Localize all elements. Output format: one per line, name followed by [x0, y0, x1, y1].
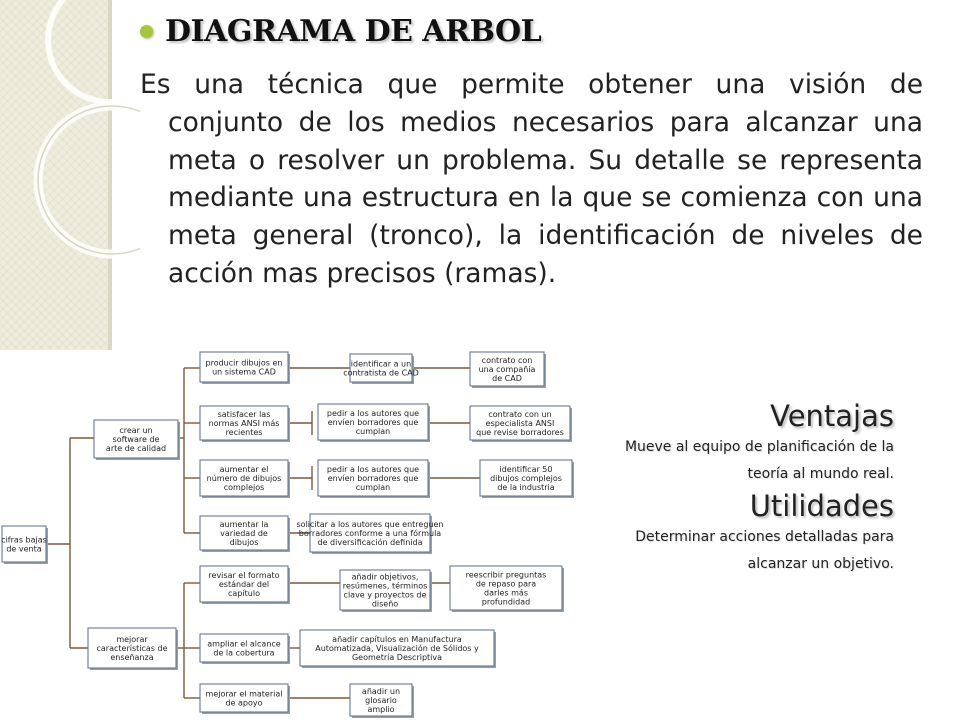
title-row [140, 14, 541, 49]
definition-paragraph: Es una técnica que permite obtener una visión de conjunto de los medios necesarios para alcanzar una meta o resolver un problema. Su detalle se representa mediante una estructura en la que se comienza con una meta general (tronco), la identificación de niveles de acción mas precisos (ramas). [140, 69, 923, 289]
level2-node-label: mejorar el material de apoyo [205, 689, 283, 708]
level2-node-label: aumentar la variedad de dibujos [219, 520, 269, 547]
ventajas-heading: Ventajas [770, 399, 894, 433]
tree-diagram [0, 348, 580, 720]
level2-node-label: revisar el formato estándar del capítulo [208, 571, 280, 598]
level4-node-label: identificar 50 dibujos complejos de la industria [490, 465, 562, 492]
branch-node-label: crear un software de arte de calidad [105, 426, 167, 453]
level3-node-label: añadir capítulos en Manufactura Automatizada, Visualización de Sólidos y Geometría Descriptiva [315, 635, 479, 662]
decorative-circles [0, 0, 140, 350]
level3-node-label: pedir a los autores que envíen borradores que cumplan [326, 465, 420, 492]
level3-node-label: identificar a un contratista de CAD [343, 359, 419, 378]
bullet-icon [140, 25, 153, 38]
level2-node-label: ampliar el alcance de la cobertura [207, 639, 281, 658]
level3-node-label: solicitar a los autores que entreguen borradores conforme a una fórmula de diversificación definida [296, 520, 444, 547]
branch-node-label: mejorar características de enseñanza [96, 635, 168, 662]
level3-node-label: pedir a los autores que envíen borradores que cumplan [326, 409, 420, 436]
level3-node-label: añadir objetivos, resúmenes, términos clave y proyectos de diseño [342, 572, 428, 609]
level2-node-label: producir dibujos en un sistema CAD [205, 358, 283, 377]
ventajas-line-2: teoría al mundo real. [747, 466, 894, 482]
level4-node-label: contrato con una compañía de CAD [478, 356, 536, 383]
level2-node-label: aumentar el número de dibujos complejos [206, 465, 282, 492]
level2-node-label: satisfacer las normas ANSI más recientes [208, 410, 280, 437]
root-node-label: cifras bajas de venta [1, 535, 47, 554]
utilidades-line-2: alcanzar un objetivo. [747, 556, 894, 572]
level4-node-label: contrato con un especialista ANSI que revise borradores [476, 410, 564, 437]
advantages-panel [564, 398, 894, 578]
level4-node-label: reescribir preguntas de repaso para darles más profundidad [465, 570, 547, 607]
utilidades-heading: Utilidades [749, 489, 894, 523]
slide-title: DIAGRAMA DE ARBOL [165, 14, 542, 49]
utilidades-line-1: Determinar acciones detalladas para [635, 529, 894, 545]
ventajas-line-1: Mueve al equipo de planificación de la [624, 439, 894, 455]
level3-node-label: añadir un glosario amplio [361, 687, 401, 714]
